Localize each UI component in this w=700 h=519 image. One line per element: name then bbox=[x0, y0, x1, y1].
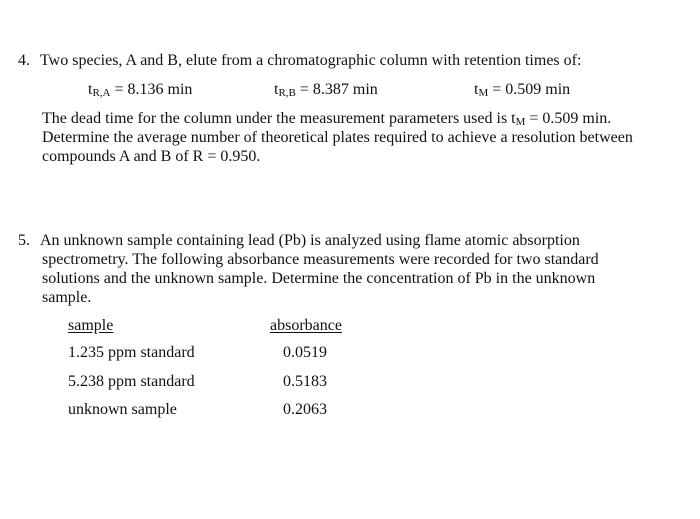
table-cell-absorbance: 0.5183 bbox=[283, 373, 327, 390]
question-5-line-2: spectrometry. The following absorbance measurements were recorded for two standard bbox=[42, 251, 599, 268]
question-4-line-2: Determine the average number of theoretical plates required to achieve a resolution between bbox=[42, 129, 633, 146]
retention-time-b: $t_{R,B} = 8.387$ min bbox=[274, 81, 378, 99]
retention-time-a: $t_{R,A} = 8.136$ min bbox=[88, 81, 193, 99]
table-header-absorbance: absorbance bbox=[270, 317, 342, 334]
table-cell-sample: unknown sample bbox=[68, 401, 177, 418]
table-cell-sample: 1.235 ppm standard bbox=[68, 344, 195, 361]
table-cell-sample: 5.238 ppm standard bbox=[68, 373, 195, 390]
question-5-line-1: An unknown sample containing lead (Pb) is analyzed using flame atomic absorption bbox=[40, 232, 580, 249]
question-4-line-1: The dead time for the column under the measurement parameters used is $t_M = 0.509$ min. bbox=[42, 110, 612, 128]
question-4-intro: Two species, A and B, elute from a chromatographic column with retention times of: bbox=[40, 52, 582, 69]
table-cell-absorbance: 0.0519 bbox=[283, 344, 327, 361]
dead-time: $t_M = 0.509$ min bbox=[474, 81, 571, 99]
question-4-line-3: compounds A and B of R = 0.950. bbox=[42, 148, 261, 165]
question-5-number: 5. bbox=[18, 232, 30, 249]
table-header-sample: sample bbox=[68, 317, 114, 334]
question-5-line-4: sample. bbox=[42, 289, 92, 306]
table-cell-absorbance: 0.2063 bbox=[283, 401, 327, 418]
question-4-number: 4. bbox=[18, 52, 30, 69]
question-5-line-3: solutions and the unknown sample. Determine the concentration of Pb in the unknown bbox=[42, 270, 596, 287]
